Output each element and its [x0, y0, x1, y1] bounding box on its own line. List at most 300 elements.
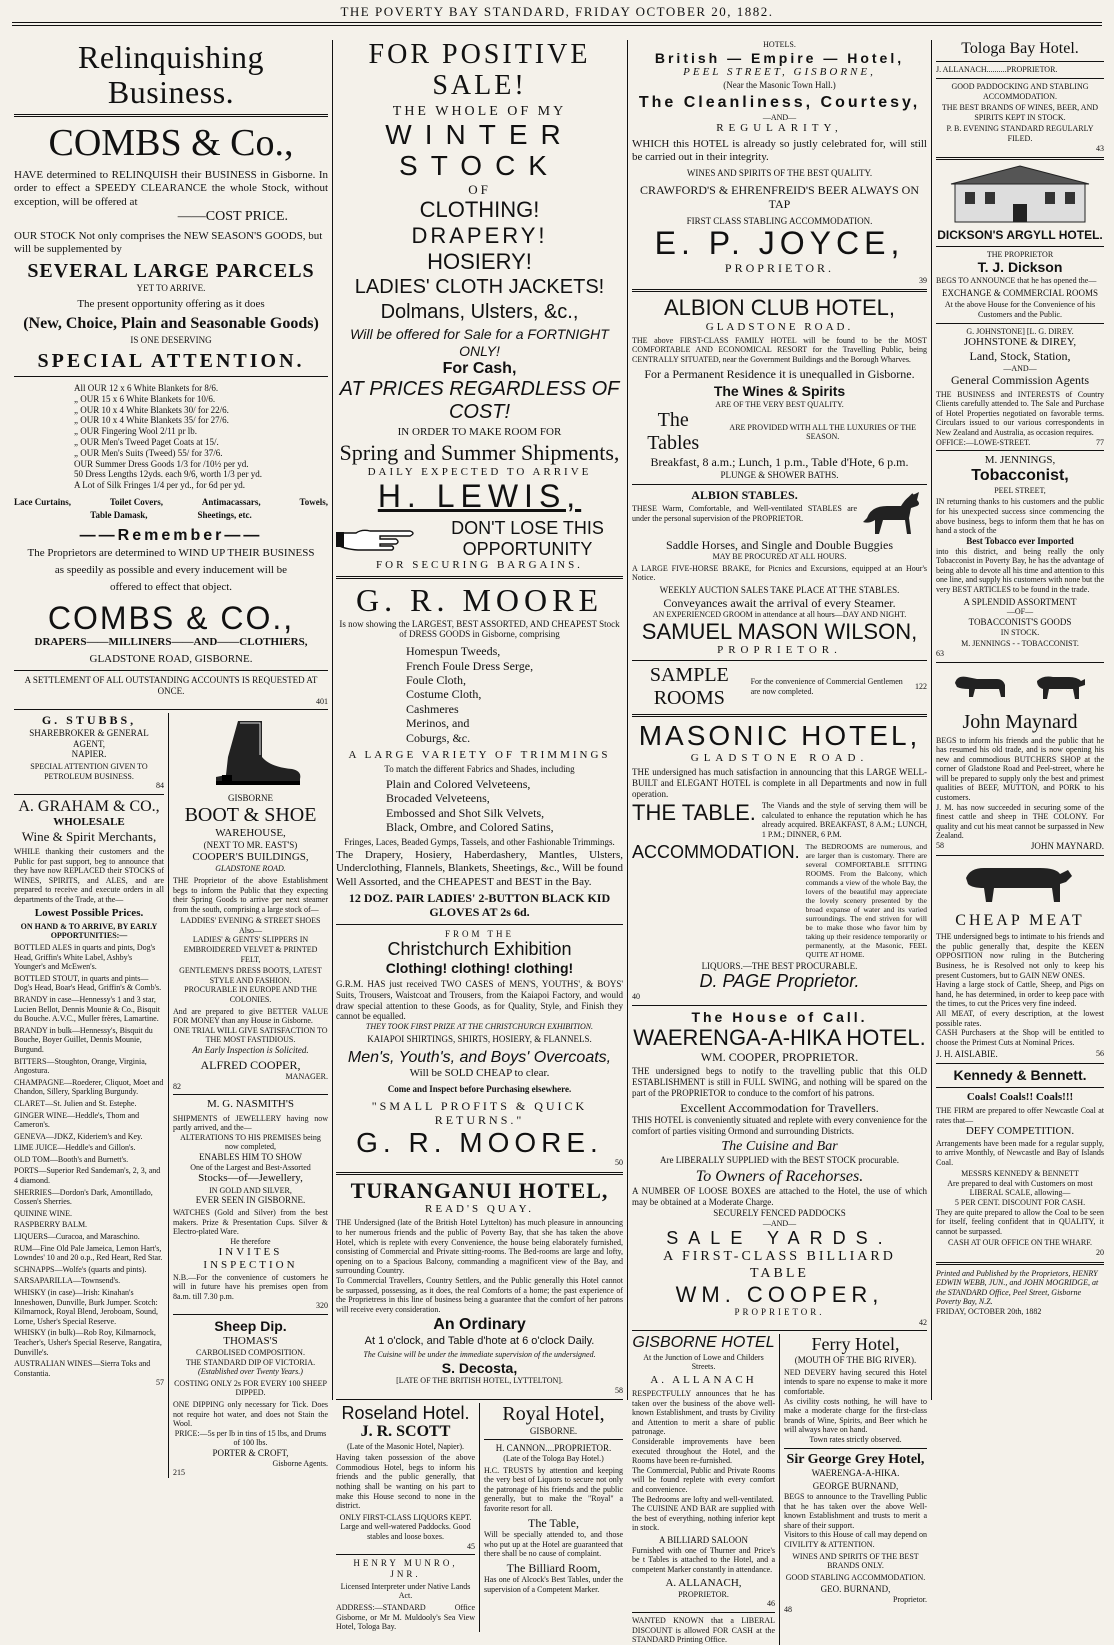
ad-number: 63 — [936, 648, 944, 658]
grey-role: Proprietor. — [893, 1595, 927, 1605]
nasmith-name: M. G. NASMITH'S — [207, 1098, 294, 1111]
price-item: „ OUR Men's Tweed Paget Coats at 15/. — [74, 437, 219, 448]
sale-yards: SALE YARDS. — [666, 1228, 893, 1249]
wine-item: BITTERS—Stoughton, Orange, Virginia, Angostura. — [14, 1056, 147, 1076]
grm-text: G.R.M. HAS just received TWO CASES of MEN'S, YOUTHS', & BOYS' Suits, Trousers, Waistcoat and Trousers, from the Kaiapoi Factory, and would draw special attention to these Goods, as for Quality, Style, and Finish they cannot be equalled. — [336, 978, 623, 1022]
meat-body: THE undersigned begs to intimate to his friends and the public generally that, despite the KEEN OPPOSITION now ruling in the Butchering Business, he is Resolved not only to keep his present Customers, but to GAIN NEW ONES. — [936, 932, 1104, 980]
special-attention: SPECIAL ATTENTION. — [37, 350, 305, 373]
stubbs-role: SHAREBROKER & GENERAL AGENT, — [29, 727, 149, 749]
price-item: OUR Summer Dress Goods 1/3 for /10½ per yd. — [74, 458, 249, 469]
maynard-title: John Maynard — [962, 710, 1078, 733]
of-text: OF — [468, 181, 491, 197]
albion-breakfast: Breakfast, 8 a.m.; Lunch, 1 p.m., Table d'Hote, 6 p.m. — [650, 455, 909, 470]
pointing-hand-icon — [336, 525, 426, 553]
fabric-item: Coburgs, &c. — [406, 730, 471, 745]
tologa-paddocking: GOOD PADDOCKING AND STABLING ACCOMMODATION. — [951, 81, 1089, 101]
price-item: 50 Dress Lengths 12yds. each 9/6, worth 1/3 per yd. — [74, 469, 262, 480]
wine-item: GENEVA—JDKZ, Kideriem's and Key. — [14, 1131, 143, 1141]
ordinary-title: An Ordinary — [433, 1316, 526, 1334]
office-row — [936, 438, 1104, 448]
wine-item: BOTTLED ALES in quarts and pints, Dog's Head, Griffin's White Label, Ashby's Younger's and McEwen's. — [14, 943, 156, 972]
fabric-item: Cashmeres — [406, 701, 459, 716]
trades: DRAPERS——MILLINERS——AND——CLOTHIERS, — [34, 635, 308, 648]
albion-plunge: PLUNGE & SHOWER BATHS. — [720, 469, 839, 480]
column-rule — [931, 40, 932, 1400]
exhibition-title: Christchurch Exhibition — [387, 939, 572, 960]
ad-number: 84 — [156, 781, 164, 791]
cuisine-bar: The Cuisine and Bar — [721, 1138, 838, 1154]
subcolumn-rule — [168, 713, 169, 1478]
graham-wholesale: WHOLESALE — [53, 816, 125, 829]
ad-number: 215 — [173, 1468, 185, 1478]
albion-best: ARE OF THE VERY BEST QUALITY. — [715, 399, 844, 409]
ferry-body: NED DEVERY having secured this Hotel intends to spare no expense to make it more comfortable. — [784, 1367, 927, 1396]
boot-role: MANAGER. — [285, 1072, 328, 1082]
wind-up-text: The Proprietors are determined to WIND UP THEIR BUSINESS — [27, 547, 315, 560]
billiard-text: A FIRST-CLASS BILLIARD TABLE — [663, 1249, 896, 1281]
wine-item: OLD TOM—Booth's and Burnett's. — [14, 1154, 129, 1164]
regularity: REGULARITY, — [716, 122, 843, 135]
albion-tables: The Tables — [647, 409, 700, 455]
trim-item: Sheetings, etc. — [197, 509, 252, 520]
albion-wines: The Wines & Spirits — [713, 383, 846, 400]
wine-item: QUININE WINE. — [14, 1208, 73, 1218]
fenced-text: SECURELY FENCED PADDOCKS — [713, 1208, 846, 1219]
boot-item: GENTLEMEN'S DRESS BOOTS, LATEST STYLE AND FASHION. — [179, 966, 322, 985]
owners-text: To Owners of Racehorses. — [695, 1168, 864, 1186]
grey-name: GEO. BURNAND, — [820, 1584, 891, 1595]
gisborne-body: The Commercial, Public and Private Rooms will be found replete with every comfort and convenience. — [632, 1465, 775, 1495]
munro-role: Licensed Interpreter under Native Lands Act. — [340, 1581, 471, 1601]
boot-next: (NEXT TO MR. EAST'S) — [203, 840, 298, 851]
sheep-costing: COSTING ONLY 2s FOR EVERY 100 SHEEP DIPPED. — [174, 1378, 327, 1398]
jackets-headline: LADIES' CLOTH JACKETS! — [354, 276, 605, 299]
fabric-list — [336, 644, 623, 745]
clothing-repeat: Clothing! clothing! clothing! — [385, 960, 574, 977]
lewis-name: H. LEWIS, — [377, 477, 582, 514]
samuel-name: SAMUEL MASON WILSON, — [641, 618, 918, 644]
nasmith-enables: ENABLES HIM TO SHOW — [199, 1151, 302, 1162]
gisborne-billiard: A BILLIARD SALOON — [659, 1535, 748, 1545]
wanted-text: WANTED KNOWN that a LIBERAL DISCOUNT is allowed FOR CASH at the STANDARD Printing Office. — [632, 1615, 775, 1645]
kennedy-body2: Arrangements have been made for a regular supply, to arrive Monthly, of Newcastle and Bay of Islands Coal. — [936, 1138, 1104, 1167]
gisborne-role: PROPRIETOR. — [678, 1589, 729, 1599]
masonic-title: MASONIC HOTEL, — [638, 719, 921, 751]
lower-ads — [14, 713, 328, 1478]
cost-price: ——COST PRICE. — [177, 208, 288, 224]
velvet-item: Embossed and Shot Silk Velvets, — [386, 805, 545, 820]
intro-text: HAVE determined to RELINQUISH their BUSINESS in Gisborne. In order to effect a SPEEDY CLEARANCE the whole Stock, without exception, will be offered at — [14, 169, 328, 208]
grey-owner: GEORGE BURNAND, — [812, 1481, 899, 1492]
cooper-role: PROPRIETOR. — [734, 1306, 825, 1317]
cuisine-text: The Cuisine will be under the immediate supervision of the undersigned. — [363, 1349, 596, 1359]
fabric-item: Foule Cloth, — [406, 673, 467, 687]
sheep-body: ONE DIPPING only necessary for Tick. Does not require hot water, and does not Stain the Wool. — [173, 1399, 328, 1429]
nasmith-therefore: He therefore — [230, 1236, 271, 1246]
grey-wines: WINES AND SPIRITS OF THE BEST BRANDS ONLY. — [792, 1551, 919, 1571]
match-text: To match the different Fabrics and Shades, including — [384, 764, 575, 775]
gisborne-billiard-body: Furnished with one of Thurner and Price's be t Tables is attached to the Hotel, and a competent Marker constantly in attendance. — [632, 1545, 775, 1574]
fabric-item: Costume Cloth, — [406, 687, 482, 702]
ad-number: 82 — [173, 1081, 181, 1091]
jennings-street: PEEL STREET, — [994, 485, 1046, 495]
dickson-name: T. J. Dickson — [977, 259, 1063, 276]
gisborne-title: GISBORNE HOTEL — [632, 1334, 775, 1352]
wine-item: SCHNAPPS—Wolfe's (quarts and pints). — [14, 1264, 147, 1274]
for-securing: FOR SECURING BARGAINS. — [376, 559, 583, 572]
boot-town: GISBORNE — [227, 793, 273, 804]
column-2 — [336, 39, 623, 1632]
of-text: —OF— — [1006, 607, 1034, 617]
boot-building: COOPER'S BUILDINGS, — [192, 851, 309, 864]
hotel-pair — [336, 1403, 623, 1632]
wine-item: CLARET—St. Julien and St. Estephe. — [14, 1098, 137, 1108]
liberally-text: Are LIBERALLY SUPPLIED with the BEST STOCK procurable. — [660, 1155, 899, 1166]
jennings-body: IN returning thanks to his customers and the public for his unexpected success since commencing the above business, begs to inform them that he has on hand a stock of the — [936, 497, 1104, 536]
kennedy-body3: They are quite prepared to allow the Coal to be seen for itself, feeling confident that in QUALITY, it cannot be surpassed. — [936, 1207, 1104, 1236]
albion-title: ALBION CLUB HOTEL, — [663, 295, 896, 321]
munro-name: HENRY MUNRO, JNR. — [353, 1558, 458, 1579]
ad-number: 40 — [632, 992, 640, 1002]
boot-road: GLADSTONE ROAD. — [215, 864, 286, 874]
dickson-hotel: DICKSON'S ARGYLL HOTEL. — [937, 228, 1103, 243]
firm-name: COMBS & Co., — [48, 122, 294, 165]
graham-on-hand: ON HAND & TO ARRIVE, BY EARLY OPPORTUNITIES:— — [20, 921, 158, 941]
regardless-text: AT PRICES REGARDLESS OF COST! — [339, 378, 620, 424]
gisborne-cuisine: The CUISINE AND BAR are supplied with the best of everything, nothing inferior kept in stock. — [632, 1504, 775, 1533]
boot-item: LADIES' & GENTS' SLIPPERS IN EMBROIDERED VELVET & PRINTED FELT, — [183, 935, 318, 964]
maynard-name: JOHN MAYNARD. — [1030, 841, 1104, 852]
stables-body: THESE Warm, Comfortable, and Well-ventilated STABLES are under the personal supervision of the PROPRIETOR. — [632, 503, 857, 523]
ad-number: 50 — [615, 1158, 623, 1168]
albion-tables-note: ARE PROVIDED WITH ALL THE LUXURIES OF THE SEASON. — [729, 422, 917, 442]
ad-number: 48 — [784, 1604, 792, 1614]
loose-text: A NUMBER OF LOOSE BOXES are attached to the Hotel, the use of which may be obtained at a Moderate Charge. — [632, 1186, 927, 1208]
wine-item: LIME JUICE—Heddle's and Gillon's. — [14, 1143, 136, 1153]
dont-lose: DON'T LOSE THIS OPPORTUNITY — [451, 517, 604, 559]
ferry-body: As civility costs nothing, he will have to make a moderate charge for the first-class brands of Wine, Spirits, and Beer which he will always have on hand. — [784, 1396, 927, 1435]
trim-item: Table Damask, — [90, 509, 148, 520]
right-subcolumn — [173, 713, 328, 1478]
meat-body: All MEAT, of every description, at the lowest possible rates. — [936, 1008, 1104, 1028]
masthead-rule — [12, 22, 1102, 23]
crawford-text: CRAWFORD'S & EHRENFREID'S BEER ALWAYS ON TAP — [639, 182, 920, 212]
ad-number: 58 — [936, 841, 944, 851]
british-near: (Near the Masonic Town Hall.) — [723, 79, 836, 90]
sheep-name: THOMAS'S — [223, 1334, 278, 1347]
albion-road: GLADSTONE ROAD. — [705, 320, 854, 333]
splendid: A SPLENDID ASSORTMENT — [963, 596, 1077, 607]
drapery-headline: DRAPERY! — [411, 222, 548, 248]
from-the: FROM THE — [444, 928, 515, 939]
dolmans-text: Dolmans, Ulsters, &c., — [380, 301, 579, 324]
wine-item: WHISKY (in bulk)—Rob Roy, Kilmarnock, Teacher's, Usher's Special Reserve, Rangatira, Dunville's. — [14, 1328, 162, 1357]
combs-logo-text: COMBS & CO., — [47, 599, 295, 636]
wine-item: PORTS—Superior Red Sandeman's, 2, 3, and 4 diamond. — [14, 1166, 161, 1186]
meat-body: Having a large stock of Cattle, Sheep, and Pigs on hand, he has determined, in order to keep pace with the times, to cut the Prices very fine indeed. — [936, 980, 1104, 1009]
roseland-late: (Late of the Masonic Hotel, Napier). — [346, 1441, 465, 1451]
column-1 — [14, 39, 328, 1478]
velvet-item: Black, Ombre, and Colored Satins, — [386, 820, 554, 835]
velvet-list — [336, 777, 623, 835]
jennings-sign: M. JENNINGS - - TOBACCONIST. — [961, 639, 1079, 649]
ferry-title: Ferry Hotel, — [811, 1334, 900, 1355]
royal-billiard: The Billiard Room, — [506, 1560, 601, 1575]
dickson-begs: BEGS TO ANNOUNCE that he has opened the— — [936, 275, 1097, 285]
samuel-role: PROPRIETOR. — [717, 643, 842, 656]
column-rule — [332, 40, 333, 1400]
price-item: „ OUR 10 x 4 White Blankets 30/ for 22/6. — [74, 404, 229, 415]
coals-headline: Coals! Coals!! Coals!!! — [966, 1090, 1074, 1103]
gisborne-body: Considerable improvements have been executed throughout the Hotel, and the Rooms have been re-furnished. — [632, 1437, 775, 1466]
brake-text: A LARGE FIVE-HORSE BRAKE, for Picnics and Excursions, equipped at an Hour's Notice. — [632, 563, 927, 583]
in-stock: IN STOCK. — [1000, 627, 1040, 637]
cooper-name: WM. COOPER, — [675, 1281, 884, 1307]
sheep-est: (Established over Twenty Years.) — [198, 1367, 303, 1377]
grey-body: Visitors to this House of call may depend on CIVILITY & ATTENTION. — [784, 1530, 927, 1549]
masthead-rule-2 — [12, 25, 1102, 26]
trims-row — [14, 497, 328, 508]
which-text: WHICH this HOTEL is already so justly celebrated for, will still be carried out in their integrity. — [632, 137, 927, 163]
ad-number: 43 — [1096, 143, 1104, 153]
cheap-meat: CHEAP MEAT — [955, 911, 1085, 929]
roseland-ad — [336, 1403, 475, 1632]
fabric-item: Homespun Tweeds, — [406, 644, 501, 659]
gisborne-junction: At the Junction of Lowe and Childers Streets. — [643, 1352, 764, 1372]
boot-item: PROCURABLE IN EUROPE AND THE COLONIES. — [184, 985, 317, 1005]
tologa-prop: J. ALLANACH..........PROPRIETOR. — [936, 65, 1058, 75]
ad-title: Relinquishing Business. — [77, 39, 265, 111]
page-name: D. PAGE Proprietor. — [699, 971, 860, 992]
ad-number: 42 — [919, 1317, 927, 1327]
column-3 — [632, 40, 927, 1645]
defy-competition: DEFY COMPETITION. — [965, 1125, 1075, 1138]
winter-stock: WINTER STOCK — [385, 119, 574, 182]
albion-stables: ALBION STABLES. — [691, 487, 798, 502]
small-profits: "SMALL PROFITS & QUICK RETURNS." — [371, 1098, 588, 1128]
stables-row — [632, 488, 927, 538]
royal-town: GISBORNE. — [529, 1425, 578, 1436]
grey-stabling: GOOD STABLING ACCOMMODATION. — [785, 1572, 926, 1582]
cash-text: For Cash, — [442, 359, 517, 377]
shop-address: GLADSTONE ROAD, GISBORNE. — [89, 652, 253, 665]
nasmith-alterations: ALTERATIONS TO HIS PREMISES being now completed, — [180, 1132, 321, 1152]
price-list — [14, 383, 328, 491]
and-text: —AND— — [1003, 363, 1037, 373]
boot-item: LADDIES' EVENING & STREET SHOES — [180, 916, 321, 926]
left-subcolumn — [14, 713, 164, 1478]
horse-illustration — [857, 488, 927, 538]
waerenga-body: THE undersigned begs to notify to the travelling public that this OLD ESTABLISHMENT is still in FULL SWING, and nothing will be spared on the part of the PROPRIETOR to conduce to the comfort of his patrons. — [632, 1066, 927, 1098]
prize-text: THEY TOOK FIRST PRIZE AT THE CHRISTCHURCH EXHIBITION. — [365, 1022, 594, 1032]
nasmith-invites: INVITES INSPECTION — [203, 1246, 298, 1272]
trim-item: Antimacassars, — [201, 497, 261, 508]
column-rule — [627, 40, 628, 1400]
masonic-table — [632, 801, 927, 839]
maynard-body2: J. M. has now succeeded in securing some of the finest cattle and sheep in THE COLONY. For quality and cut his meat cannot be surpassed in New Zealand. — [936, 802, 1104, 841]
masonic-liquors: LIQUORS.—THE BEST PROCURABLE. — [701, 960, 858, 971]
sheep-std: THE STANDARD DIP OF VICTORIA. — [185, 1357, 316, 1367]
accommodation: ACCOMMODATION. — [632, 841, 800, 862]
graham-name: A. GRAHAM & CO., — [18, 797, 160, 815]
ad-number: 320 — [316, 1301, 328, 1311]
royal-body: H.C. TRUSTS by attention and keeping the very best of Liquors to secure not only the patronage of his friends and the public generally, but to make the "Royal" a favorite resort for all. — [484, 1465, 623, 1514]
wine-item: RUM—Fine Old Pale Jameica, Lemon Hart's, Lowndes' 10 and 20 o.p., Red Heart, Red Star. — [14, 1243, 163, 1263]
price-item: A Lot of Silk Fringes 1/4 per yd., for 6d per yd. — [74, 480, 245, 491]
boot-title: BOOT & SHOE — [184, 804, 317, 827]
johnstone-body: THE BUSINESS and INTERESTS of Country Clients carefully attended to. The Sale and Purchase of Hotel Properties negotiated on favorable terms. Circulars issued to our various correspondents in New Zealand and Australia, as occasion requires. — [936, 389, 1104, 438]
price-item: „ OUR Fingering Wool 2/11 pr lb. — [74, 426, 198, 437]
trims-row — [14, 510, 328, 521]
joyce-role: PROPRIETOR. — [724, 261, 835, 276]
wine-item: BRANDY in case—Hennessy's 1 and 3 star, Lucien Bellot, Dennis Mounie & Co., Bisquit du Bouche. A.V.C., Muller frères, Lamartine. — [14, 994, 160, 1024]
and-text: —AND— — [762, 1218, 797, 1228]
boot-warehouse: WAREHOUSE, — [215, 827, 286, 840]
boot-body: THE Proprietor of the above Establishment begs to inform the Public that they expecting their Spring Goods to arrive per next steamer from the south, comprising a large stock of— — [173, 875, 328, 914]
tobacconist-goods: TOBACCONIST'S GOODS — [968, 616, 1072, 627]
tologa-title: Tologa Bay Hotel. — [961, 40, 1079, 57]
ferry-terms: Town rates strictly observed. — [809, 1434, 902, 1444]
hotel-pair — [632, 1334, 927, 1644]
kennedy-messrs: MESSRS KENNEDY & BENNETT — [961, 1169, 1079, 1179]
albion-body: THE above FIRST-CLASS FAMILY HOTEL will be found to be the MOST COMFORTABLE AND ECONOMICAL RESORT for the Travelling Public, being CENTRALLY SITUATED, near the Government Buildings and the Borough Wharves. — [632, 335, 927, 365]
graham-intro: WHILE thanking their customers and the Public for past support, beg to announce that they have now REPLACED their STOCKS of WINES, SPIRITS, and ALES, and are prepared to receive and execute orders in all departments of the Trade, at the— — [14, 847, 164, 905]
goods-note: (New, Choice, Plain and Seasonable Goods) — [23, 314, 319, 332]
accom-body: The BEDROOMS are numerous, and are larger than is customary. There are several COMFORTABLE SITTING ROOMS. From the Balcony, which commands a view of the whole Bay, the lovers of the beautiful may appreciate the lovely scenery presented by the broad expanse of water and its varied surroundings. The end striven for will be to make those who favor him by taking up their residence temporarily or permanently, at the Masonic, FEEL QUITE AT HOME. — [805, 841, 927, 959]
subcolumn-rule — [479, 1403, 480, 1632]
british-title: British — Empire — Hotel, — [654, 49, 905, 66]
johnstone-names: G. JOHNSTONE] [L. G. DIREY. — [966, 326, 1074, 336]
ad-number: 39 — [919, 275, 927, 285]
royal-ad — [484, 1403, 623, 1632]
boot-illustration — [196, 717, 306, 789]
stabling-text: FIRST CLASS STABLING ACCOMMODATION. — [686, 215, 873, 226]
royal-billiard-body: Has one of Alcock's Best Tables, under the supervision of a Competent Marker. — [484, 1575, 623, 1594]
tologa-brands: THE BEST BRANDS OF WINES, BEER, AND SPIRITS KEPT IN STOCK. — [941, 103, 1099, 122]
aislabie-sign — [936, 1049, 1104, 1060]
price-item: „ OUR 15 x 6 White Blankets for 10/6. — [74, 393, 216, 404]
stubbs-name: G. STUBBS, — [41, 713, 137, 728]
wine-item: SHERRIES—Dordon's Dark, Amontillado, Cossen's Sherries. — [14, 1187, 153, 1207]
velvet-item: Brocaded Velveteens, — [386, 791, 490, 806]
stubbs-town: NAPIER. — [71, 749, 107, 760]
sample-rooms — [632, 664, 927, 710]
roseland-liquors: ONLY FIRST-CLASS LIQUORS KEPT. — [339, 1512, 472, 1522]
several-parcels: SEVERAL LARGE PARCELS — [27, 259, 315, 282]
wines-quality: WINES AND SPIRITS OF THE BEST QUALITY. — [686, 167, 873, 178]
masonic-accom — [632, 842, 927, 959]
excellent-text: Excellent Accommodation for Travellers. — [680, 1100, 879, 1115]
procured-text: MAY BE PROCURED AT ALL HOURS. — [712, 551, 847, 561]
cash-office: CASH AT OUR OFFICE ON THE WHARF. — [947, 1238, 1093, 1248]
trim-item: Lace Curtains, — [14, 497, 71, 508]
ad-number: 57 — [156, 1378, 164, 1388]
spring-text: Spring and Summer Shipments, — [339, 440, 620, 466]
trim-item: Toilet Covers, — [109, 497, 164, 508]
the-table: THE TABLE. — [632, 800, 756, 826]
meat-body: CASH Purchasers at the Shop will be entitled to choose the Primest Cuts at Nominal Prices. — [936, 1028, 1104, 1047]
price-item: „ OUR Men's Suits (Tweed) 55/ for 37/6. — [74, 447, 223, 458]
royal-title: Royal Hotel, — [502, 1402, 605, 1425]
hotel-building-illustration — [945, 164, 1095, 224]
waerenga-prop: WM. COOPER, PROPRIETOR. — [700, 1049, 859, 1064]
stubbs-note: SPECIAL ATTENTION GIVEN TO PETROLEUM BUSINESS. — [30, 762, 148, 781]
ferry-sub: (MOUTH OF THE BIG RIVER). — [794, 1355, 917, 1366]
wind-up-text: offered to effect that object. — [109, 581, 233, 594]
conveyances-text: Conveyances await the arrival of every Steamer. — [663, 595, 896, 610]
stables-text — [632, 488, 857, 524]
johnstone-office: OFFICE:—LOWE-STREET. — [936, 437, 1031, 447]
jennings-body2: into this district, and being really the only Tobacconist in Poverty Bay, he has the advantage of being able to devote all his time and attention to this one line, and supply his customers with none but the very BEST ARTICLES to be found in the trade. — [936, 546, 1104, 594]
gisborne-body: The Bedrooms are lofty and well-ventilated. — [632, 1494, 774, 1504]
subcolumn-rule — [779, 1334, 780, 1644]
and-text: —AND— — [762, 112, 797, 122]
sheep-agents-role: Gisborne Agents. — [272, 1458, 328, 1468]
jennings-name: M. JENNINGS, — [984, 454, 1056, 467]
reads-quay: READ'S QUAY. — [425, 1203, 534, 1216]
graham-trade: Wine & Spirit Merchants, — [21, 829, 157, 845]
wine-item: SARSAPARILLA—Townsend's. — [14, 1276, 121, 1286]
decosta-late: [LATE OF THE BRITISH HOTEL, LYTTELTON]. — [396, 1376, 563, 1386]
graham-lowest: Lowest Possible Prices. — [34, 906, 144, 919]
tologa-filed: P. B. EVENING STANDARD REGULARLY FILED. — [946, 124, 1094, 143]
ferry-hotel-ad — [784, 1334, 927, 1644]
sheep-agents: PORTER & CROFT, — [212, 1447, 289, 1458]
ad-number: 77 — [1096, 437, 1104, 447]
clothing-headline: CLOTHING! — [419, 196, 540, 222]
gisborne-body: RESPECTFULLY announces that he has taken over the business of the above well-known Establishment, and trusts by Civility and Attention to merit a share of public patronage. — [632, 1389, 775, 1437]
nasmith-gold: IN GOLD AND SILVER, — [209, 1185, 292, 1195]
whole-of: THE WHOLE OF MY — [392, 103, 567, 119]
wine-item: LIQUERS—Curacoa, and Maraschino. — [14, 1232, 140, 1242]
sheep-price: PRICE:—5s per lb in tins of 15 lbs, and Drums of 100 lbs. — [174, 1428, 327, 1448]
boot-item: Also— — [238, 925, 263, 935]
waerenga-body2: THIS HOTEL is conveniently situated and replete with every convenience for the comfort of parties visiting Ormond and surrounding Districts. — [632, 1114, 927, 1136]
boot-inspection: An Early Inspection is Solicited. — [192, 1045, 309, 1055]
gloves-text: 12 DOZ. PAIR LADIES' 2-BUTTON BLACK KID GLOVES AT 2s 6d. — [348, 890, 611, 920]
daily-text: DAILY EXPECTED TO ARRIVE — [367, 465, 592, 478]
bull-illustration — [960, 860, 1080, 908]
grey-body: BEGS to announce to the Travelling Public that he has taken over the above Well-known Establishment and trusts to merit a share of their support. — [784, 1491, 927, 1530]
masthead: THE POVERTY BAY STANDARD, FRIDAY OCTOBER 20, 1882. — [340, 4, 774, 19]
variety-text: A LARGE VARIETY OF TRIMMINGS — [348, 748, 611, 761]
ordinary-text: At 1 o'clock, and Table d'hote at 6 o'clock Daily. — [364, 1334, 595, 1347]
roseland-name: J. R. SCOTT — [360, 1423, 451, 1441]
price-item: All OUR 12 x 6 White Blankets for 8/6. — [74, 383, 219, 394]
sheep-kind: CARBOLISED COMPOSITION. — [196, 1348, 305, 1358]
wine-item: BRANDY in bulk—Hennessy's, Bisquit du Bouche, Boyer Guillet, Dennis Mounie, Burgund. — [14, 1025, 153, 1054]
weekly-text: WEEKLY AUCTION SALES TAKE PLACE AT THE STABLES. — [659, 584, 900, 595]
wine-item: BOTTLED STOUT, in quarts and pints—Dog's Head, Boar's Head, Griffin's & Comb's. — [14, 973, 162, 993]
johnstone-name: JOHNSTONE & DIREY, — [963, 336, 1077, 349]
trim-item: Towels, — [299, 497, 328, 508]
make-room-text: IN ORDER TO MAKE ROOM FOR — [397, 426, 562, 439]
dickson-the-prop: THE PROPRIETOR — [986, 249, 1054, 259]
ad-number: 20 — [1096, 1248, 1104, 1258]
nasmith-stocks: Stocks—of—Jewellery, — [198, 1172, 303, 1185]
boot-close: And are prepared to give BETTER VALUE FOR MONEY than any House in Gisborne. — [173, 1006, 328, 1026]
wine-item: RASPBERRY BALM. — [14, 1220, 88, 1230]
kennedy-discount: 5 PER CENT. DISCOUNT FOR CASH. — [954, 1198, 1086, 1208]
wind-up-text: as speedily as possible and every inducement will be — [54, 564, 288, 577]
moore-name: G. R. MOORE — [355, 582, 603, 619]
dickson-convenience: At the above House for the Convenience of his Customers and the Public. — [944, 300, 1096, 319]
fortnight-text: Will be offered for Sale for a FORTNIGHT ONLY! — [350, 326, 609, 359]
sold-cheap: Will be SOLD CHEAP to clear. — [409, 1066, 550, 1079]
nasmith-one-of: One of the Largest and Best-Assorted — [190, 1162, 311, 1172]
royal-table-body: Will be specially attended to, and those who put up at the Hotel are guaranteed that there shall be no cause of complaint. — [484, 1530, 623, 1559]
deserving: IS ONE DESERVING — [130, 335, 212, 346]
